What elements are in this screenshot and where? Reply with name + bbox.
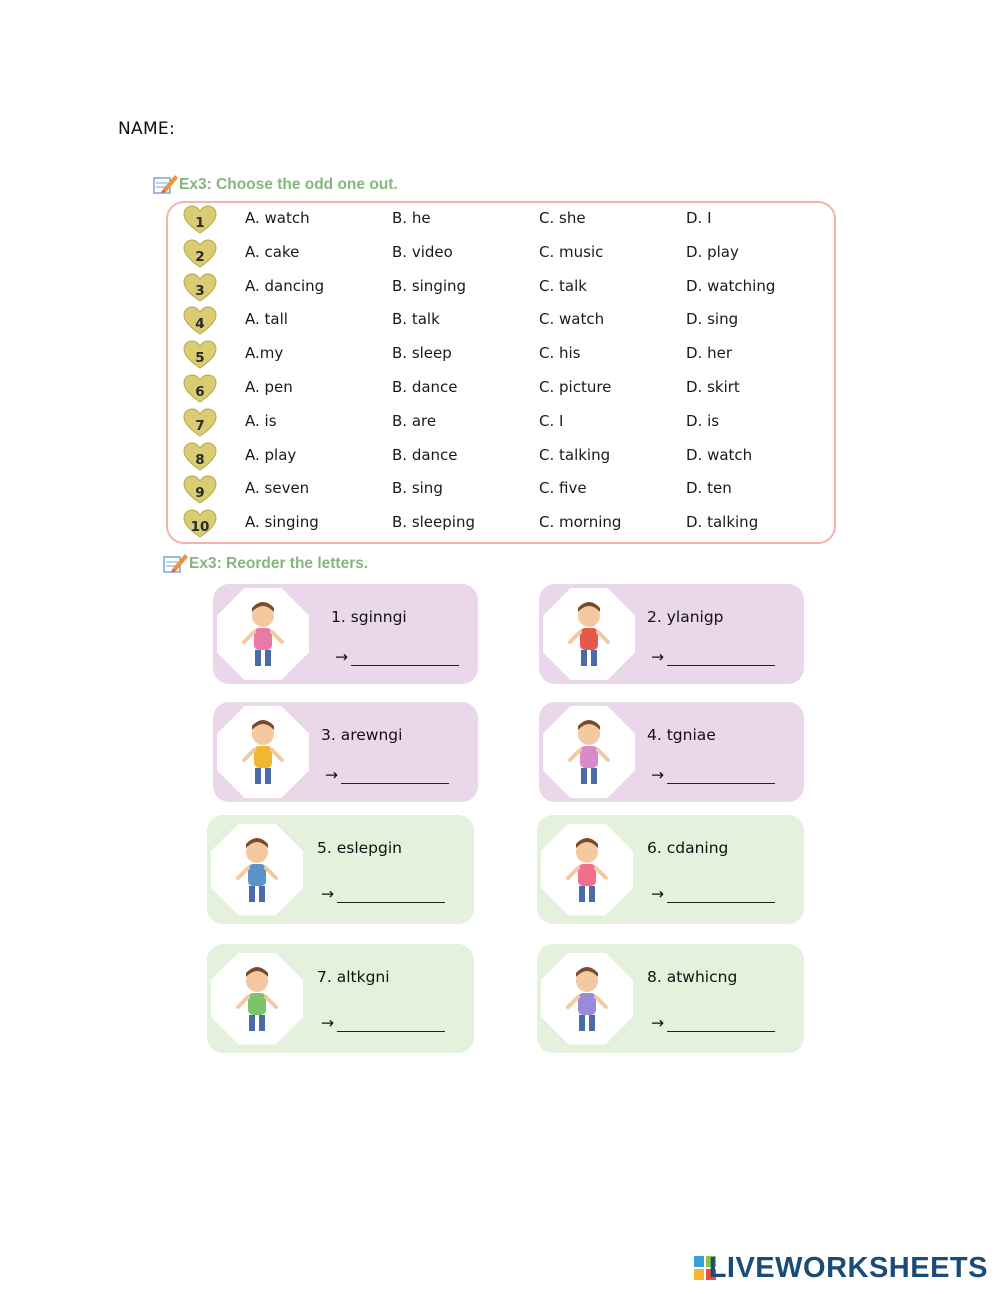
arrow-icon: → — [651, 1014, 664, 1032]
option-d[interactable]: D. watching — [686, 276, 776, 295]
scrambled-word: 2. ylanigp — [647, 608, 724, 626]
boys-playing-music-picture — [543, 588, 635, 680]
ex1-header — [153, 172, 398, 194]
pencil-notebook-icon — [163, 551, 189, 573]
question-row — [168, 412, 834, 445]
scrambled-word: 8. atwhicng — [647, 968, 738, 986]
question-number: 2 — [195, 248, 205, 265]
option-c[interactable]: C. five — [539, 479, 587, 498]
option-b[interactable]: B. video — [392, 242, 453, 261]
option-a[interactable]: A. cake — [245, 242, 300, 261]
answer-line — [321, 1014, 445, 1032]
ex2-header — [163, 551, 368, 573]
child-figure-icon — [541, 824, 633, 916]
option-c[interactable]: C. talking — [539, 445, 611, 464]
option-a[interactable]: A. is — [245, 411, 277, 430]
answer-blank[interactable] — [667, 769, 775, 784]
scrambled-word: 4. tgniae — [647, 726, 716, 744]
child-figure-icon — [543, 706, 635, 798]
option-a[interactable]: A. tall — [245, 310, 288, 329]
option-b[interactable]: B. dance — [392, 445, 458, 464]
question-row — [168, 243, 834, 276]
answer-line — [321, 885, 445, 903]
arrow-icon: → — [651, 648, 664, 666]
answer-line — [651, 766, 775, 784]
reorder-card — [537, 815, 804, 924]
option-d[interactable]: D. sing — [686, 310, 739, 329]
reorder-card — [537, 944, 804, 1053]
option-c[interactable]: C. talk — [539, 276, 587, 295]
pencil-notebook-icon — [153, 172, 179, 194]
question-row — [168, 446, 834, 479]
arrow-icon: → — [325, 766, 338, 784]
answer-line — [335, 648, 459, 666]
option-b[interactable]: B. he — [392, 209, 431, 227]
option-d[interactable]: D. is — [686, 411, 720, 430]
answer-line — [651, 1014, 775, 1032]
child-figure-icon — [211, 953, 303, 1045]
option-b[interactable]: B. sing — [392, 479, 443, 498]
question-row — [168, 277, 834, 310]
footer-brand: LIVEWORKSHEETS — [708, 1252, 988, 1284]
question-number: 5 — [195, 350, 205, 367]
option-b[interactable]: B. sleeping — [392, 513, 475, 532]
reorder-card — [213, 584, 478, 684]
option-d[interactable]: D. play — [686, 242, 739, 261]
option-c[interactable]: C. watch — [539, 310, 605, 329]
arrow-icon: → — [321, 885, 334, 903]
reorder-card — [207, 944, 474, 1053]
kid-watching-tv-picture — [541, 953, 633, 1045]
question-number: 6 — [195, 384, 205, 400]
option-c[interactable]: C. she — [539, 209, 586, 227]
question-row — [168, 310, 834, 343]
option-d[interactable]: D. I — [686, 209, 712, 227]
child-figure-icon — [541, 953, 633, 1045]
answer-line — [325, 766, 449, 784]
option-c[interactable]: C. I — [539, 411, 564, 430]
answer-blank[interactable] — [667, 888, 775, 903]
answer-blank[interactable] — [341, 769, 449, 784]
boy-singing-picture — [217, 588, 309, 680]
option-c[interactable]: C. morning — [539, 513, 622, 532]
scrambled-word: 3. arewngi — [321, 726, 403, 744]
question-number: 8 — [195, 451, 205, 468]
answer-blank[interactable] — [351, 651, 459, 666]
option-c[interactable]: C. music — [539, 242, 604, 261]
option-b[interactable]: B. dance — [392, 378, 458, 396]
arrow-icon: → — [651, 766, 664, 784]
name-label: NAME: — [118, 119, 175, 139]
reorder-card — [213, 702, 478, 802]
option-b[interactable]: B. singing — [392, 276, 467, 295]
option-a[interactable]: A. pen — [245, 378, 293, 396]
ex1-title: Ex3: Choose the odd one out. — [179, 176, 398, 193]
answer-blank[interactable] — [337, 1017, 445, 1032]
option-d[interactable]: D. watch — [686, 445, 753, 464]
question-row — [168, 209, 834, 242]
question-number: 1 — [195, 215, 205, 231]
option-c[interactable]: C. picture — [539, 378, 612, 396]
scrambled-word: 1. sginngi — [331, 608, 407, 626]
arrow-icon: → — [335, 648, 348, 666]
girl-eating-cake-picture — [543, 706, 635, 798]
arrow-icon: → — [321, 1014, 334, 1032]
option-b[interactable]: B. talk — [392, 310, 440, 329]
boy-waving-picture — [217, 706, 309, 798]
ex2-title: Ex3: Reorder the letters. — [189, 555, 369, 572]
child-figure-icon — [543, 588, 635, 680]
answer-blank[interactable] — [667, 651, 775, 666]
child-figure-icon — [217, 706, 309, 798]
question-row — [168, 479, 834, 512]
odd-one-out-box — [166, 201, 836, 544]
question-row — [168, 513, 834, 546]
reorder-card — [539, 584, 804, 684]
option-a[interactable]: A. dancing — [245, 276, 325, 295]
answer-line — [651, 648, 775, 666]
girl-dancing-picture — [541, 824, 633, 916]
question-number: 4 — [195, 316, 205, 333]
question-number: 3 — [195, 282, 205, 299]
question-number: 7 — [195, 417, 205, 434]
answer-blank[interactable] — [667, 1017, 775, 1032]
reorder-card — [207, 815, 474, 924]
question-number: 9 — [195, 485, 205, 502]
option-d[interactable]: D. talking — [686, 513, 759, 532]
option-b[interactable]: B. are — [392, 411, 437, 430]
question-number: 10 — [190, 519, 210, 536]
option-a[interactable]: A. play — [245, 445, 297, 464]
child-figure-icon — [217, 588, 309, 680]
option-d[interactable]: D. ten — [686, 479, 732, 498]
answer-line — [651, 885, 775, 903]
scrambled-word: 5. eslepgin — [317, 839, 402, 857]
question-row — [168, 378, 834, 411]
scrambled-word: 7. altkgni — [317, 968, 390, 986]
option-d[interactable]: D. skirt — [686, 378, 740, 396]
question-row — [168, 344, 834, 377]
reorder-card — [539, 702, 804, 802]
answer-blank[interactable] — [337, 888, 445, 903]
scrambled-word: 6. cdaning — [647, 839, 729, 857]
option-c[interactable]: C. his — [539, 344, 581, 363]
child-figure-icon — [211, 824, 303, 916]
option-a[interactable]: A. seven — [245, 479, 310, 498]
option-d[interactable]: D. her — [686, 344, 732, 363]
option-a[interactable]: A. watch — [245, 209, 310, 227]
arrow-icon: → — [651, 885, 664, 903]
kids-talking-picture — [211, 953, 303, 1045]
option-a[interactable]: A.my — [245, 344, 284, 363]
child-sleeping-picture — [211, 824, 303, 916]
option-a[interactable]: A. singing — [245, 513, 319, 532]
option-b[interactable]: B. sleep — [392, 344, 452, 363]
